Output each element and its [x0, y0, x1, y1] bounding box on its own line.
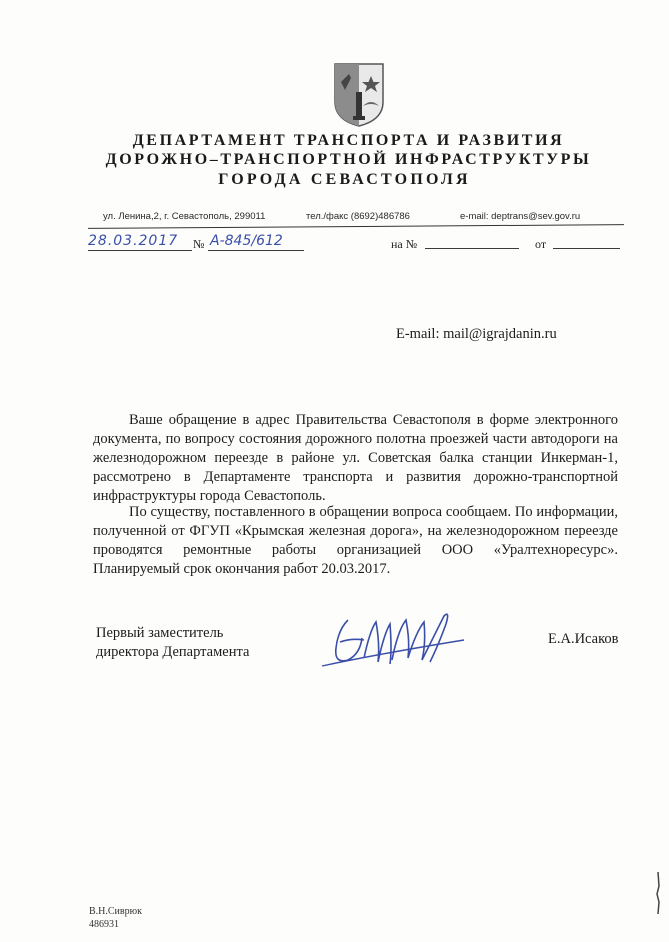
header-divider — [88, 224, 624, 229]
sevastopol-coat-of-arms-icon — [333, 62, 385, 128]
department-name-line-3: ГОРОДА СЕВАСТОПОЛЯ — [218, 171, 471, 188]
department-name-line-2: ДОРОЖНО–ТРАНСПОРТНОЙ ИНФРАСТРУКТУРЫ — [105, 151, 592, 168]
signatory-title-line-1: Первый заместитель — [96, 625, 224, 641]
body-paragraph-2: По существу, поставленного в обращении вопроса сообщаем. По информации, полученной от ФГУП «Крымская железная дорога», на железнодорожном переезде проводятся ремонтные работы организацией ООО «Уралтехноресурс». Планируемый срок окончания работ 20.03.2017. — [93, 504, 618, 577]
reference-date-blank — [553, 248, 620, 249]
handwritten-signature — [318, 600, 468, 680]
contact-address: ул. Ленина,2, г. Севастополь, 299011 — [103, 211, 266, 222]
registration-number-underline — [208, 250, 304, 251]
signatory-title-line-2: директора Департамента — [96, 644, 250, 660]
recipient-email: E-mail: mail@igrajdanin.ru — [396, 326, 557, 342]
registration-date-underline — [88, 250, 192, 251]
page-edge-mark — [653, 872, 663, 914]
body-paragraph-1: Ваше обращение в адрес Правительства Севастополя в форме электронного документа, по вопросу состояния дорожного полотна проезжей части автодороги на железнодорожном переезде в районе ул. Советская балка станции Инкерман-1, рассмотрено в Департаменте транспорта и развития дорожно-транспортной инфраструктуры города Севастополь. — [93, 412, 618, 504]
reference-number-label: на № — [391, 237, 418, 251]
signatory-title — [96, 624, 249, 662]
contact-phone: тел./факс (8692)486786 — [306, 211, 410, 222]
registration-date: 28.03.2017 — [88, 233, 179, 249]
signatory-name: Е.А.Исаков — [548, 631, 619, 647]
executor-name: В.Н.Сиврюк — [89, 906, 142, 917]
reference-number-blank — [425, 248, 519, 249]
reference-date-label: от — [535, 237, 547, 251]
executor-info — [89, 905, 142, 931]
department-name-line-1: ДЕПАРТАМЕНТ ТРАНСПОРТА И РАЗВИТИЯ — [132, 132, 565, 149]
executor-phone: 486931 — [89, 919, 119, 930]
registration-number-label: № — [193, 237, 205, 251]
registration-number: А-845/612 — [210, 233, 283, 249]
contact-email: e-mail: deptrans@sev.gov.ru — [460, 211, 581, 222]
